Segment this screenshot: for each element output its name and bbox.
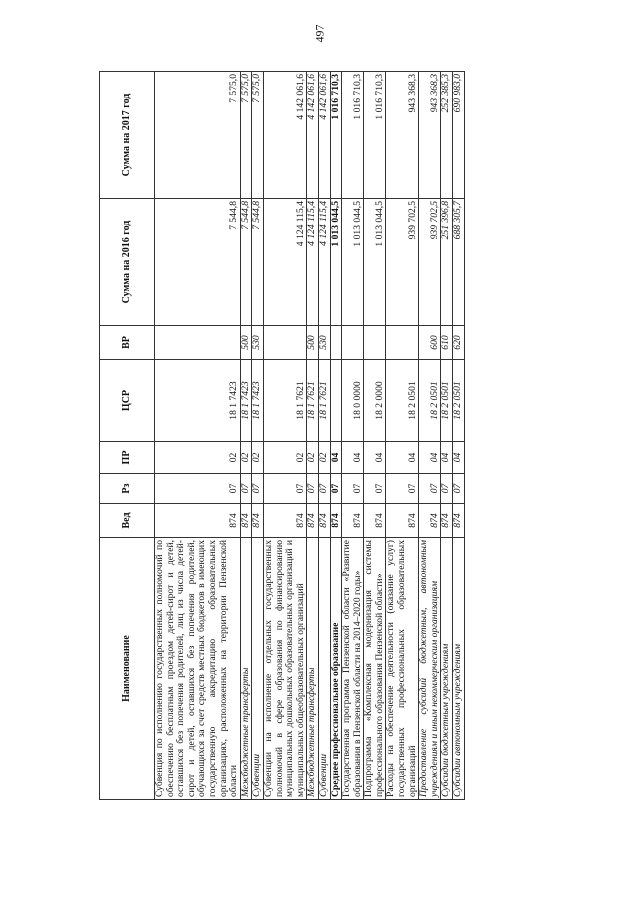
cell-pr: 04 <box>453 442 465 474</box>
cell-rz: 07 <box>318 474 330 504</box>
cell-name: Субсидии бюджетным учреждениям <box>441 538 453 800</box>
cell-vr: 530 <box>318 326 330 360</box>
cell-ved: 874 <box>453 504 465 538</box>
cell-sum-2017: 7 575,0 <box>252 72 264 199</box>
cell-rz: 07 <box>307 474 319 504</box>
cell-vr: 610 <box>441 326 453 360</box>
table-row <box>263 72 306 800</box>
cell-vr <box>330 326 342 360</box>
cell-csr: 18 1 7423 <box>252 360 264 442</box>
cell-sum-2017: 4 142 061,6 <box>318 72 330 199</box>
cell-pr: 02 <box>307 442 319 474</box>
table-row <box>307 72 319 800</box>
table-row <box>330 72 342 800</box>
cell-sum-2016: 4 124 115,4 <box>263 199 306 326</box>
cell-vr: 620 <box>453 326 465 360</box>
cell-pr: 02 <box>240 442 252 474</box>
cell-sum-2016: 939 702,5 <box>386 199 419 326</box>
cell-ved: 874 <box>307 504 319 538</box>
cell-vr <box>342 326 364 360</box>
cell-name: Субвенция по исполнению государственных полномочий по обеспечению бесплатным проездом детей-сирот и детей, оставшихся без попечения родителей, лиц из числа детей-сирот и детей, оставшихся без попечения родителей, обучающихся за счет средств местных бюджетов в имеющих государственную аккредитацию образовательных организациях, расположенных на территории Пензенской области <box>155 538 241 800</box>
cell-sum-2017: 4 142 061,6 <box>263 72 306 199</box>
cell-name: Предоставление субсидий бюджетным, автономным учреждениям и иным некоммерческим организациям <box>419 538 441 800</box>
cell-pr: 04 <box>330 442 342 474</box>
cell-ved: 874 <box>419 504 441 538</box>
cell-ved: 874 <box>318 504 330 538</box>
cell-name: Среднее профессиональное образование <box>330 538 342 800</box>
cell-csr: 18 2 0000 <box>364 360 386 442</box>
table-row <box>155 72 241 800</box>
cell-name: Субвенции на исполнение отдельных государственных полномочий в сфере образования по финансированию муниципальных дошкольных образовательных организаций и муниципальных общеобразовательных организаций <box>263 538 306 800</box>
cell-ved: 874 <box>155 504 241 538</box>
cell-csr: 18 2 0501 <box>419 360 441 442</box>
cell-csr: 18 1 7621 <box>318 360 330 442</box>
cell-pr: 02 <box>263 442 306 474</box>
cell-csr: 18 1 7423 <box>240 360 252 442</box>
cell-name: Расходы на обеспечение деятельности (оказание услуг) государственных профессиональных образовательных организаций <box>386 538 419 800</box>
cell-pr: 04 <box>386 442 419 474</box>
cell-pr: 02 <box>252 442 264 474</box>
cell-ved: 874 <box>364 504 386 538</box>
cell-rz: 07 <box>263 474 306 504</box>
cell-sum-2016: 7 544,8 <box>155 199 241 326</box>
cell-vr <box>364 326 386 360</box>
cell-sum-2017: 1 016 710,3 <box>364 72 386 199</box>
cell-rz: 07 <box>252 474 264 504</box>
cell-sum-2016: 251 396,8 <box>441 199 453 326</box>
cell-pr: 04 <box>342 442 364 474</box>
header-vr: ВР <box>100 326 155 360</box>
cell-sum-2016: 939 702,5 <box>419 199 441 326</box>
cell-vr <box>155 326 241 360</box>
header-csr: ЦСР <box>100 360 155 442</box>
cell-ved: 874 <box>441 504 453 538</box>
cell-sum-2016: 1 013 044,5 <box>330 199 342 326</box>
cell-csr: 18 2 0501 <box>441 360 453 442</box>
cell-rz: 07 <box>419 474 441 504</box>
header-sum-2016: Сумма на 2016 год <box>100 199 155 326</box>
cell-vr: 600 <box>419 326 441 360</box>
cell-ved: 874 <box>252 504 264 538</box>
cell-sum-2017: 943 368,3 <box>386 72 419 199</box>
cell-csr: 18 2 0501 <box>453 360 465 442</box>
cell-rz: 07 <box>453 474 465 504</box>
cell-pr: 02 <box>318 442 330 474</box>
cell-sum-2016: 4 124 115,4 <box>318 199 330 326</box>
cell-ved: 874 <box>342 504 364 538</box>
cell-vr: 500 <box>307 326 319 360</box>
cell-sum-2017: 4 142 061,6 <box>307 72 319 199</box>
table-row <box>252 72 264 800</box>
cell-name: Субвенции <box>318 538 330 800</box>
table-row <box>318 72 330 800</box>
cell-name: Подпрограмма «Комплексная модернизация системы профессионального образования Пензенской области» <box>364 538 386 800</box>
cell-name: Государственная программа Пензенской области «Развитие образования в Пензенской области на 2014–2020 годы» <box>342 538 364 800</box>
budget-table <box>99 71 465 800</box>
cell-rz: 07 <box>342 474 364 504</box>
cell-rz: 07 <box>330 474 342 504</box>
cell-csr: 18 1 7621 <box>307 360 319 442</box>
cell-vr <box>386 326 419 360</box>
header-pr: ПР <box>100 442 155 474</box>
cell-vr: 500 <box>240 326 252 360</box>
cell-csr: 18 2 0501 <box>386 360 419 442</box>
cell-rz: 07 <box>240 474 252 504</box>
header-sum-2017: Сумма на 2017 год <box>100 72 155 199</box>
cell-sum-2017: 252 385,3 <box>441 72 453 199</box>
cell-sum-2017: 1 016 710,3 <box>330 72 342 199</box>
cell-sum-2016: 4 124 115,4 <box>307 199 319 326</box>
rotated-table-wrapper <box>99 72 509 800</box>
header-ved: Вед <box>100 504 155 538</box>
table-row <box>386 72 419 800</box>
table-row <box>441 72 453 800</box>
cell-vr: 530 <box>252 326 264 360</box>
cell-rz: 07 <box>364 474 386 504</box>
cell-ved: 874 <box>330 504 342 538</box>
cell-sum-2016: 688 305,7 <box>453 199 465 326</box>
cell-csr: 18 1 7621 <box>263 360 306 442</box>
cell-pr: 04 <box>419 442 441 474</box>
cell-csr: 18 0 0000 <box>342 360 364 442</box>
cell-ved: 874 <box>386 504 419 538</box>
cell-pr: 02 <box>155 442 241 474</box>
header-rz: Рз <box>100 474 155 504</box>
cell-csr: 18 1 7423 <box>155 360 241 442</box>
page-number: 497 <box>312 24 327 43</box>
cell-sum-2017: 1 016 710,3 <box>342 72 364 199</box>
cell-pr: 04 <box>441 442 453 474</box>
cell-name: Субвенции <box>252 538 264 800</box>
cell-sum-2017: 690 983,0 <box>453 72 465 199</box>
table-row <box>342 72 364 800</box>
cell-name: Межбюджетные трансферты <box>307 538 319 800</box>
cell-sum-2017: 943 368,3 <box>419 72 441 199</box>
cell-sum-2016: 7 544,8 <box>240 199 252 326</box>
cell-rz: 07 <box>155 474 241 504</box>
cell-rz: 07 <box>386 474 419 504</box>
cell-ved: 874 <box>240 504 252 538</box>
cell-pr: 04 <box>364 442 386 474</box>
cell-sum-2017: 7 575,0 <box>240 72 252 199</box>
header-name: Наименование <box>100 538 155 800</box>
cell-name: Межбюджетные трансферты <box>240 538 252 800</box>
cell-sum-2016: 1 013 044,5 <box>342 199 364 326</box>
cell-rz: 07 <box>441 474 453 504</box>
table-row <box>453 72 465 800</box>
table-row <box>240 72 252 800</box>
cell-sum-2016: 7 544,8 <box>252 199 264 326</box>
cell-sum-2017: 7 575,0 <box>155 72 241 199</box>
table-row <box>419 72 441 800</box>
cell-csr <box>330 360 342 442</box>
cell-name: Субсидии автономным учреждениям <box>453 538 465 800</box>
cell-vr <box>263 326 306 360</box>
table-header-row <box>100 72 155 800</box>
cell-sum-2016: 1 013 044,5 <box>364 199 386 326</box>
cell-ved: 874 <box>263 504 306 538</box>
table-row <box>364 72 386 800</box>
